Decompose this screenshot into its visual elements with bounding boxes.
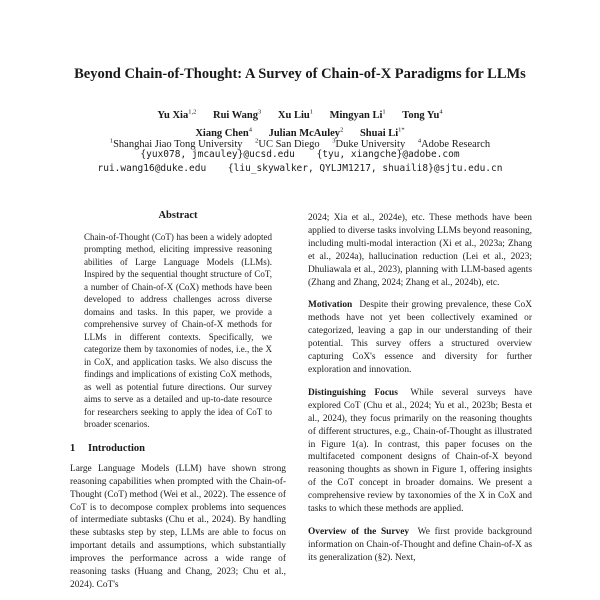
author [402,110,442,121]
author-affil-mark: 1 [382,108,386,115]
email: {liu_skywalker, QYLJM1217, shuaili8}@sjtu.edu.cn [227,163,503,174]
section-title: Introduction [88,442,145,454]
email-list [30,148,570,176]
author-affil-mark: 1,2 [188,108,197,115]
paragraph-text: Despite their growing prevalence, these CoX methods have not yet been collectively examined or categorized, leaving a gap in our understanding of their potential. This survey offers a structured overview capturing CoX's essence and diversity for further exploration and innovation. [308,300,532,375]
affiliation-name: Shanghai Jiao Tong University [113,138,243,150]
author-name: Shuai Li [359,128,399,139]
motivation-paragraph [308,299,532,376]
affiliation-mark: 2 [255,137,259,144]
email: rui.wang16@duke.edu [97,163,207,174]
author-name: Xu Liu [277,109,310,121]
abstract-text: Chain-of-Thought (CoT) has been a widely adopted prompting method, eliciting impressive reasoning abilities of Large Language Models (LLMs). Inspired by the sequential thought structure of CoT, a number of Chain-of-X (CoX) methods have been developed to address challenges across diverse domains and tasks. In this paper, we provide a comprehensive survey of Chain-of-X methods for LLMs in different contexts. Specifically, we categorize them by taxonomies of nodes, i.e., the X in CoX, and application tasks. We also discuss the findings and implications of existing CoX methods, as well as potential future directions. Our survey aims to serve as a detailed and up-to-date resource for researchers seeking to apply the idea of CoT to broader scenarios. [84,231,272,430]
author-name: Mingyan Li [329,109,383,121]
email-row-1 [30,148,570,162]
author [157,110,196,121]
author-affil-mark: 4 [248,126,252,134]
paper-title: Beyond Chain-of-Thought: A Survey of Chain-of-X Paradigms for LLMs [74,66,526,82]
right-column [308,212,532,575]
section-heading-introduction [70,443,286,456]
author [278,110,313,121]
distinguishing-paragraph [308,387,532,516]
left-column [70,210,286,592]
author-name: Julian McAuley [268,128,341,139]
affiliation-mark: 3 [332,137,336,144]
author-name: Tong Yu [402,109,440,121]
author [330,110,386,121]
author-row-1 [40,104,560,123]
affiliation-mark: 4 [417,137,422,144]
affiliation-mark: 1 [109,137,114,144]
author-affil-mark: 2 [340,126,344,134]
body-paragraph: 2024; Xia et al., 2024e), etc. These methods have been applied to diverse tasks involving LLMs beyond reasoning, including multi-modal interaction (Xi et al., 2023a; Zhang et al., 2024a), hallucination reduction (Lei et al., 2023; Dhuliawala et al., 2023), planning with LLM-based agents (Zhang and Zhang, 2024; Zhang et al., 2024b), etc. [308,213,532,288]
author-name: Rui Wang [212,109,259,121]
email: {tyu, xiangche}@adobe.com [316,149,460,160]
author-affil-mark: 1* [398,126,405,134]
author-affil-mark: 1 [309,108,313,115]
author [213,110,261,121]
paragraph-heading: Motivation [308,300,353,311]
section-number: 1 [70,442,76,454]
affiliation-name: Duke University [335,138,406,150]
affiliation-name: Adobe Research [421,138,491,150]
author-affil-mark: 3 [258,108,262,115]
paragraph-text: We first provide background information on Chain-of-Thought and define Chain-of-X as its generalization (§2). Next, [308,526,532,563]
paragraph-heading: Distinguishing Focus [308,387,398,398]
intro-paragraph: Large Language Models (LLM) have shown strong reasoning capabilities when prompted with the Chain-of-Thought (CoT) method (Wei et al., 2022). The essence of CoT is to decompose complex problems into sequences of intermediate subtasks (Chu et al., 2024). By handling these subtasks step by step, LLMs are able to focus on important details and assumptions, which substantially improves the performance across a wide range of reasoning tasks (Huang and Chang, 2023; Chu et al., 2024). CoT's [70,463,286,590]
abstract-heading: Abstract [158,210,198,221]
author-affil-mark: 4 [439,108,443,115]
paragraph-heading: Overview of the Survey [308,526,410,537]
paragraph-text: While several surveys have explored CoT (Chu et al., 2024; Yu et al., 2023b; Besta et al., 2024), they focus primarily on the reasoning thoughts of different structures, e.g., Chain-of-Thought as illustrated in Figure 1(a). In contrast, this paper focuses on the multifaceted component designs of Chain-of-X beyond reasoning thoughts as shown in Figure 1, offering insights of the CoT concept in broader domains. We present a comprehensive review by taxonomies of the X in CoX and tasks to which these methods are applied. [308,387,532,515]
author-name: Yu Xia [157,109,189,121]
email: {yux078, jmcauley}@ucsd.edu [140,149,295,160]
author-name: Xiang Chen [195,128,249,139]
affiliation-name: UC San Diego [258,138,320,150]
overview-paragraph [308,526,532,565]
email-row-2 [30,162,570,176]
